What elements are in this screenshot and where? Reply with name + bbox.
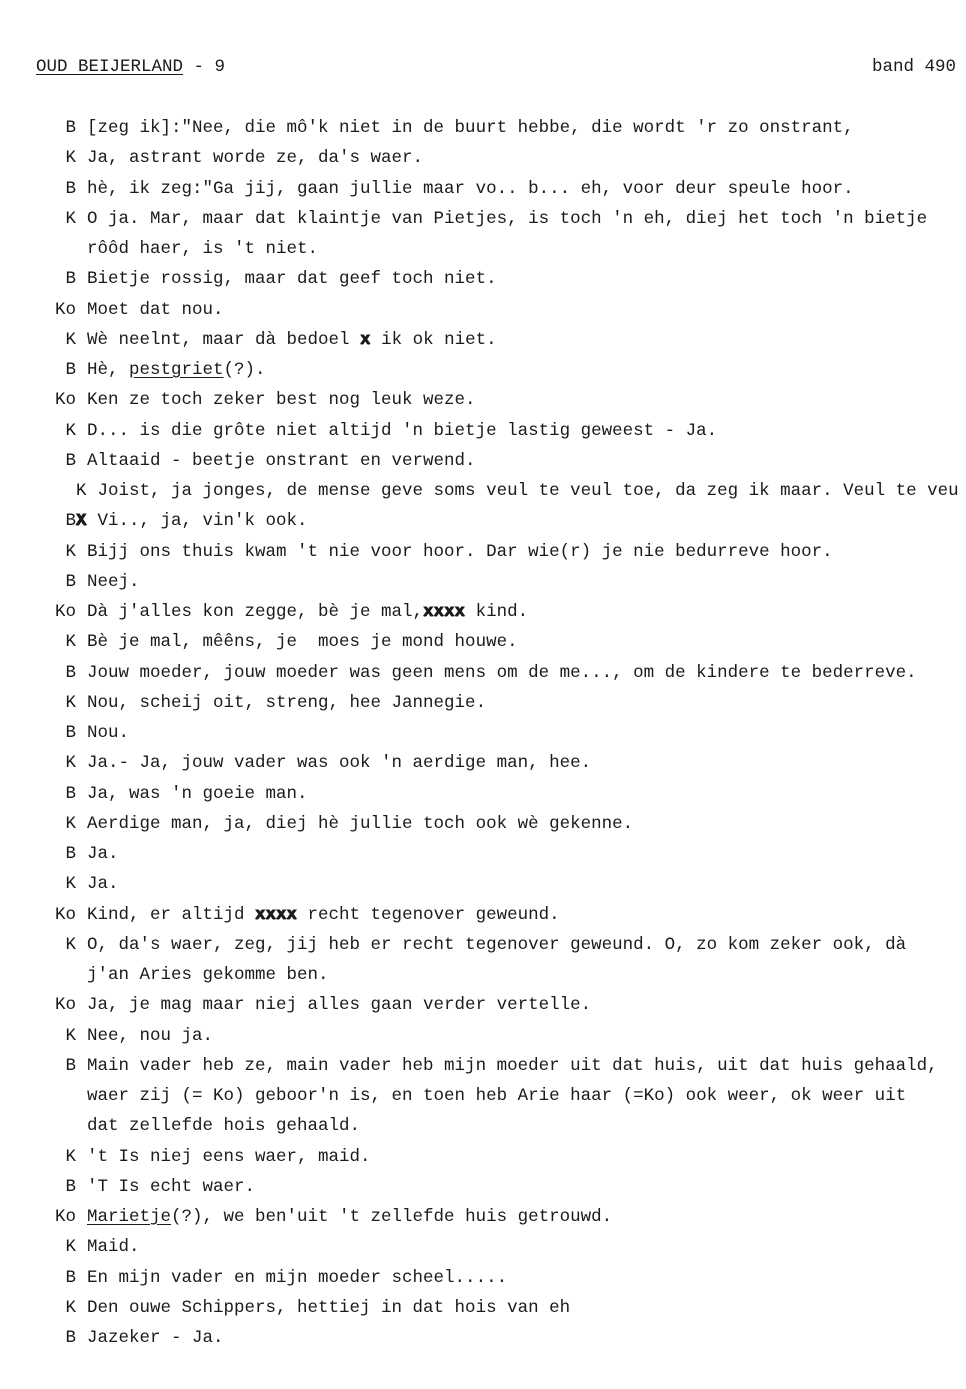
transcript-line xyxy=(0,839,966,869)
speaker-label: K xyxy=(65,329,76,350)
utterance-text: O, da's waer, zeg, jij heb er recht tegenover geweund. O, zo kom zeker ook, dà xyxy=(87,934,907,955)
overtyped-text: xxxx xyxy=(423,602,466,622)
utterance-text: Jazeker - Ja. xyxy=(87,1328,224,1348)
speaker-label: K xyxy=(65,813,76,834)
utterance-text xyxy=(87,325,497,355)
speaker-label: B xyxy=(65,1055,76,1076)
speaker-label xyxy=(0,506,87,536)
text-segment: ik ok niet. xyxy=(370,329,497,350)
utterance-text: Nee, nou ja. xyxy=(87,1025,214,1046)
utterance-text: Altaaid - beetje onstrant en verwend. xyxy=(87,450,476,471)
text-segment: recht tegenover geweund. xyxy=(297,904,560,925)
utterance-text: rôôd haer, is 't niet. xyxy=(87,239,319,259)
transcript-line xyxy=(0,355,966,385)
transcript-line xyxy=(0,506,966,536)
speaker-label: B xyxy=(65,118,76,138)
speaker-label: K xyxy=(65,541,76,562)
utterance-text: Ja. xyxy=(87,844,119,864)
utterance-text xyxy=(87,597,528,627)
speaker-label: Ko xyxy=(54,602,76,622)
overtyped-text: x xyxy=(360,329,371,350)
utterance-text: Jouw moeder, jouw moeder was geen mens om de me..., om de kindere te bederreve. xyxy=(87,662,917,683)
transcript-line-continuation xyxy=(0,1081,966,1111)
page-number: - 9 xyxy=(183,57,226,77)
speaker-label: K xyxy=(65,1146,76,1167)
utterance-text: Nou. xyxy=(87,723,130,743)
speaker-label: K xyxy=(65,1025,76,1046)
speaker-label: K xyxy=(65,692,76,713)
transcript-line xyxy=(0,295,966,325)
utterance-text: Nou, scheij oit, streng, hee Jannegie. xyxy=(87,692,487,713)
speaker-label: Ko xyxy=(54,390,76,411)
speaker-label: Ko xyxy=(54,995,76,1016)
transcript-line xyxy=(0,567,966,597)
transcript-line xyxy=(0,900,966,930)
transcript-line xyxy=(0,718,966,748)
utterance-text xyxy=(87,1202,612,1232)
utterance-text: Ja.- Ja, jouw vader was ook 'n aerdige man, hee. xyxy=(87,753,592,774)
speaker-label: K xyxy=(65,1297,76,1318)
transcript-line xyxy=(0,930,966,960)
utterance-text: Neej. xyxy=(87,571,140,592)
speaker-label: B xyxy=(65,783,76,804)
utterance-text: [zeg ik]:"Nee, die mô'k niet in de buurt hebbe, die wordt 'r zo onstrant, xyxy=(87,118,854,138)
transcript-line xyxy=(0,1142,966,1172)
transcript-line xyxy=(0,204,966,234)
transcript-line-continuation xyxy=(0,1111,966,1141)
transcript-line xyxy=(0,1021,966,1051)
utterance-text: D... is die grôte niet altijd 'n bietje lastig geweest - Ja. xyxy=(87,420,718,441)
speaker-label: B xyxy=(65,1267,76,1288)
text-segment: (?), we ben'uit 't zellefde huis getrouwd. xyxy=(171,1207,613,1227)
speaker-letter: B xyxy=(65,511,76,532)
utterance-text: Ja, je mag maar niej alles gaan verder vertelle. xyxy=(87,995,592,1016)
utterance-text: waer zij (= Ko) geboor'n is, en toen heb Arie haar (=Ko) ook weer, ok weer uit xyxy=(87,1086,907,1106)
transcript-line xyxy=(0,1202,966,1232)
utterance-text: 't Is niej eens waer, maid. xyxy=(87,1146,371,1167)
transcript-line xyxy=(0,143,966,173)
utterance-text: En mijn vader en mijn moeder scheel..... xyxy=(87,1267,508,1288)
transcript-line xyxy=(0,869,966,899)
document-title xyxy=(36,52,225,82)
speaker-label: B xyxy=(65,178,76,199)
speaker-label: B xyxy=(65,662,76,683)
text-segment: Wè neelnt, maar dà bedoel xyxy=(87,329,361,350)
transcript-line xyxy=(0,688,966,718)
speaker-label: Ko xyxy=(54,299,76,320)
tape-number: band 490 xyxy=(872,57,957,77)
utterance-text: j'an Aries gekomme ben. xyxy=(87,965,329,985)
speaker-label: Ko xyxy=(54,1207,76,1227)
speaker-label: B xyxy=(65,269,76,290)
utterance-text: Den ouwe Schippers, hettiej in dat hois van eh xyxy=(87,1297,571,1318)
speaker-label: B xyxy=(65,571,76,592)
document-header xyxy=(0,52,966,82)
place-name: OUD BEIJERLAND xyxy=(36,57,184,77)
transcript-line xyxy=(0,264,966,294)
speaker-label: Ko xyxy=(54,904,76,925)
utterance-text: Ja, was 'n goeie man. xyxy=(87,783,308,804)
transcript-line xyxy=(0,1172,966,1202)
underlined-word: Marietje xyxy=(87,1207,172,1227)
overtyped-text: X xyxy=(75,511,87,532)
speaker-label: K xyxy=(65,874,76,895)
transcript-line xyxy=(0,1232,966,1262)
transcript-line xyxy=(0,597,966,627)
utterance-text: Moet dat nou. xyxy=(87,299,224,320)
utterance-text: 'T Is echt waer. xyxy=(87,1176,256,1197)
transcript-line xyxy=(0,446,966,476)
speaker-label: K xyxy=(65,148,76,169)
transcript-line xyxy=(0,1323,966,1353)
speaker-label: B xyxy=(65,360,76,380)
underlined-word: pestgriet xyxy=(129,360,224,380)
utterance-text: Joist, ja jonges, de mense geve soms veul te veul toe, da zeg ik maar. Veul te veu xyxy=(97,481,959,501)
utterance-text: hè, ik zeg:"Ga jij, gaan jullie maar vo.. b... eh, voor deur speule hoor. xyxy=(87,178,854,199)
transcript-line xyxy=(0,537,966,567)
utterance-text: Aerdige man, ja, diej hè jullie toch ook wè gekenne. xyxy=(87,813,634,834)
transcript-line xyxy=(0,385,966,415)
transcript-line-continuation xyxy=(0,234,966,264)
utterance-text: O ja. Mar, maar dat klaintje van Pietjes, is toch 'n eh, diej het toch 'n bietje xyxy=(87,208,928,229)
speaker-label: K xyxy=(65,420,76,441)
utterance-text: Bè je mal, mêêns, je moes je mond houwe. xyxy=(87,632,518,653)
speaker-label: B xyxy=(65,1176,76,1197)
transcript-line xyxy=(0,779,966,809)
text-segment: (?). xyxy=(223,360,266,380)
transcript-line xyxy=(0,809,966,839)
speaker-label: K xyxy=(65,753,76,774)
transcript xyxy=(0,113,966,1353)
speaker-label: K xyxy=(75,481,87,501)
transcript-line xyxy=(0,174,966,204)
speaker-label: K xyxy=(65,1237,76,1258)
speaker-label: B xyxy=(65,450,76,471)
transcript-line xyxy=(0,113,966,143)
utterance-text: Vi.., ja, vin'k ook. xyxy=(97,511,308,532)
transcript-line-continuation xyxy=(0,960,966,990)
utterance-text: Ja, astrant worde ze, da's waer. xyxy=(87,148,424,169)
text-segment: kind. xyxy=(465,602,529,622)
transcript-line xyxy=(0,627,966,657)
transcript-line xyxy=(0,476,966,506)
speaker-label: B xyxy=(65,1328,76,1348)
utterance-text: Bietje rossig, maar dat geef toch niet. xyxy=(87,269,497,290)
utterance-text: Main vader heb ze, main vader heb mijn moeder uit dat huis, uit dat huis gehaald, xyxy=(87,1055,938,1076)
speaker-label: K xyxy=(65,632,76,653)
speaker-label: B xyxy=(65,723,76,743)
transcript-line xyxy=(0,1293,966,1323)
transcript-line xyxy=(0,658,966,688)
utterance-text xyxy=(87,355,266,385)
text-segment: Hè, xyxy=(87,360,130,380)
transcript-line xyxy=(0,748,966,778)
transcript-line xyxy=(0,1051,966,1081)
utterance-text: Bijj ons thuis kwam 't nie voor hoor. Dar wie(r) je nie bedurreve hoor. xyxy=(87,541,833,562)
utterance-text: Ken ze toch zeker best nog leuk weze. xyxy=(87,390,476,411)
utterance-text: Ja. xyxy=(87,874,119,895)
text-segment: Dà j'alles kon zegge, bè je mal, xyxy=(87,602,424,622)
speaker-label: K xyxy=(65,208,76,229)
transcript-line xyxy=(0,416,966,446)
transcript-line xyxy=(0,325,966,355)
transcript-line xyxy=(0,990,966,1020)
utterance-text xyxy=(87,900,560,930)
text-segment: Kind, er altijd xyxy=(87,904,256,925)
utterance-text: Maid. xyxy=(87,1237,140,1258)
utterance-text: dat zellefde hois gehaald. xyxy=(87,1116,361,1137)
overtyped-text: xxxx xyxy=(255,904,298,925)
speaker-label: K xyxy=(65,934,76,955)
speaker-label: B xyxy=(65,844,76,864)
transcript-line xyxy=(0,1263,966,1293)
